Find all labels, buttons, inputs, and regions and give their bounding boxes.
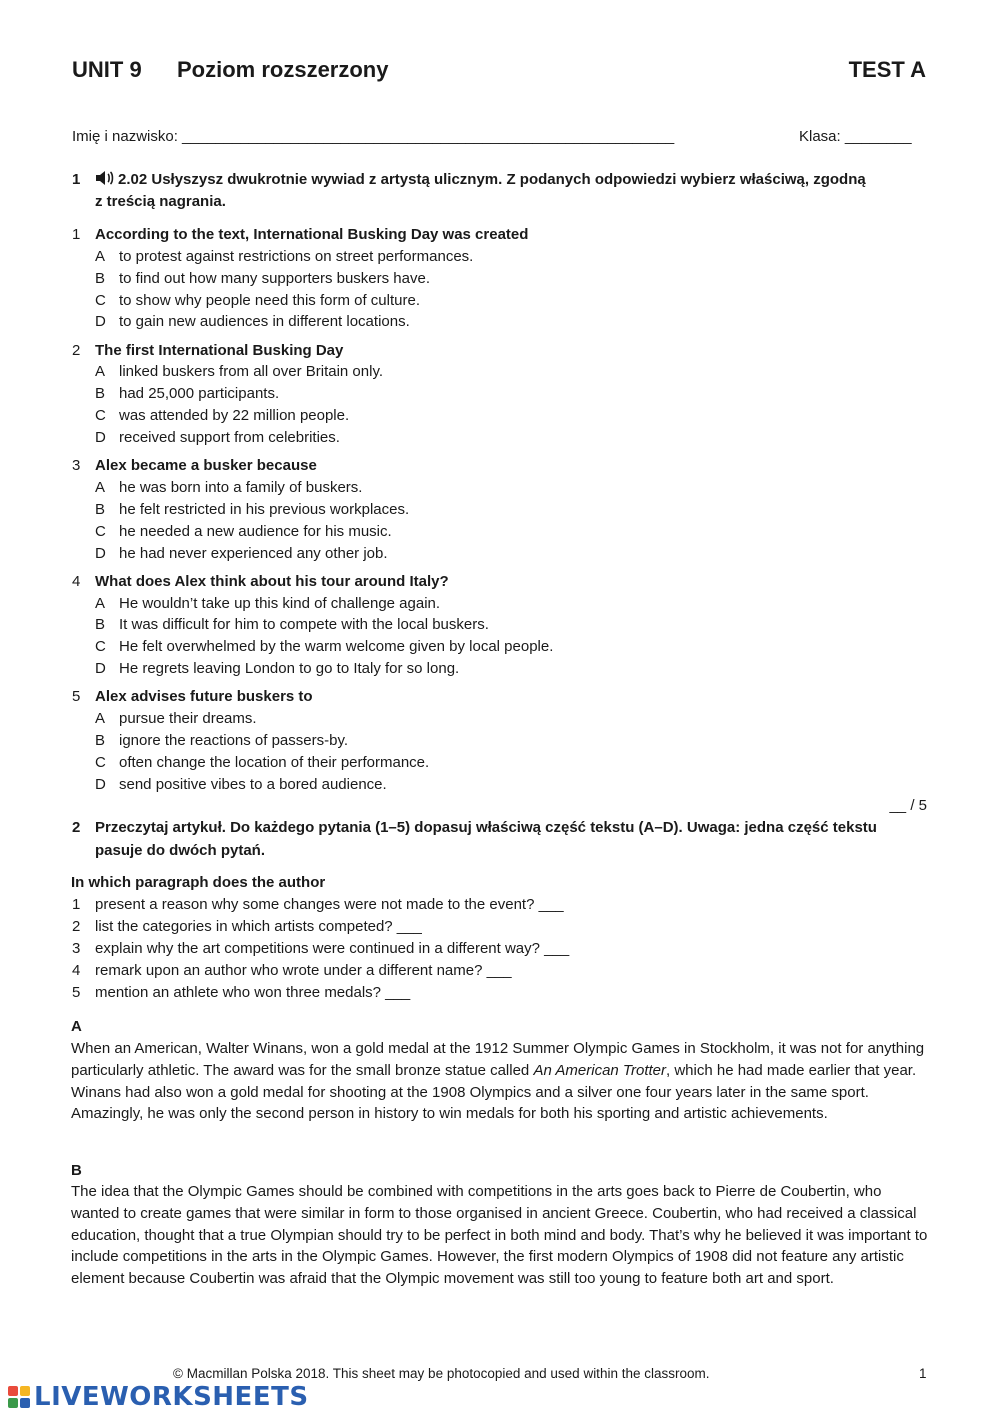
task2-prompt: In which paragraph does the author (71, 874, 326, 891)
class-row (799, 126, 912, 148)
test-label: TEST A (848, 57, 926, 82)
liveworksheets-logo-icon (8, 1386, 30, 1408)
option-letter[interactable]: D (95, 429, 106, 446)
liveworksheets-brand[interactable]: LIVEWORKSHEETS (34, 1382, 309, 1412)
option-text[interactable]: he was born into a family of buskers. (119, 479, 363, 496)
paragraph-b-label: B (71, 1162, 82, 1179)
option-letter[interactable]: B (95, 270, 106, 287)
task2-instruction-line2: pasuje do dwóch pytań. (95, 842, 266, 859)
task2-question-number: 3 (72, 940, 81, 957)
option-letter[interactable]: B (95, 385, 106, 402)
option-text[interactable]: He wouldn’t take up this kind of challenge again. (119, 595, 441, 612)
option-text[interactable]: ignore the reactions of passers-by. (119, 732, 349, 749)
task1-instruction-line1: 2.02 Usłyszysz dwukrotnie wywiad z artystą ulicznym. Z podanych odpowiedzi wybierz właściwą, zgodną (118, 171, 866, 188)
task2-question-text[interactable]: explain why the art competitions were continued in a different way? ___ (95, 940, 570, 957)
task1-number: 1 (72, 171, 81, 188)
option-letter[interactable]: A (95, 479, 106, 496)
name-row (72, 126, 674, 148)
option-letter[interactable]: D (95, 776, 106, 793)
option-text[interactable]: He felt overwhelmed by the warm welcome given by local people. (119, 638, 554, 655)
option-letter[interactable]: C (95, 638, 106, 655)
option-text[interactable]: It was difficult for him to compete with the local buskers. (119, 616, 489, 633)
option-letter[interactable]: B (95, 616, 106, 633)
class-field[interactable]: ________ (844, 128, 912, 145)
paragraph-a-text (71, 1038, 931, 1125)
option-text[interactable]: He regrets leaving London to go to Italy for so long. (119, 660, 460, 677)
option-letter[interactable]: A (95, 363, 106, 380)
task2-question-number: 2 (72, 918, 81, 935)
task2-question-text[interactable]: present a reason why some changes were not made to the event? ___ (95, 896, 564, 913)
option-letter[interactable]: A (95, 595, 106, 612)
option-letter[interactable]: D (95, 660, 106, 677)
question-number: 1 (72, 226, 81, 243)
option-letter[interactable]: B (95, 501, 106, 518)
task2-question-number: 5 (72, 984, 81, 1001)
option-text[interactable]: often change the location of their performance. (119, 754, 430, 771)
question-number: 2 (72, 342, 81, 359)
option-text[interactable]: to find out how many supporters buskers have. (119, 270, 431, 287)
option-text[interactable]: he needed a new audience for his music. (119, 523, 392, 540)
question-number: 4 (72, 573, 81, 590)
task1-instruction (95, 169, 935, 193)
task1-score: __ / 5 (889, 797, 927, 814)
footer-copyright: © Macmillan Polska 2018. This sheet may be photocopied and used within the classroom. (173, 1366, 710, 1381)
option-text[interactable]: to protest against restrictions on street performances. (119, 248, 474, 265)
option-letter[interactable]: A (95, 710, 106, 727)
option-letter[interactable]: C (95, 754, 106, 771)
question-number: 3 (72, 457, 81, 474)
task2-number: 2 (72, 819, 81, 836)
option-text[interactable]: to show why people need this form of culture. (119, 292, 420, 309)
paragraph-a-text-before: When an American, Walter Winans, won a gold medal at the 1912 Summer Olympic Games in Stockholm, it was not for anything particularly athletic. The award was for the small bronze statue called (71, 1040, 925, 1079)
option-letter[interactable]: A (95, 248, 106, 265)
unit-label: UNIT 9 (72, 57, 142, 82)
speaker-icon[interactable] (95, 170, 115, 193)
name-label: Imię i nazwisko: (72, 128, 178, 145)
option-text[interactable]: send positive vibes to a bored audience. (119, 776, 387, 793)
paragraph-a-label: A (71, 1018, 82, 1035)
task2-question-number: 1 (72, 896, 81, 913)
task2-question-text[interactable]: list the categories in which artists competed? ___ (95, 918, 422, 935)
option-text[interactable]: to gain new audiences in different locations. (119, 313, 410, 330)
task2-question-number: 4 (72, 962, 81, 979)
question-text: The first International Busking Day (95, 342, 344, 359)
task2-question-text[interactable]: mention an athlete who won three medals? ___ (95, 984, 411, 1001)
option-text[interactable]: he felt restricted in his previous workplaces. (119, 501, 410, 518)
question-text: According to the text, International Busking Day was created (95, 226, 529, 243)
page-number: 1 (919, 1366, 927, 1381)
option-letter[interactable]: C (95, 292, 106, 309)
name-field[interactable]: ___________________________________________________________ (182, 128, 675, 145)
option-text[interactable]: received support from celebrities. (119, 429, 340, 446)
question-text: What does Alex think about his tour around Italy? (95, 573, 449, 590)
option-letter[interactable]: C (95, 523, 106, 540)
option-text[interactable]: pursue their dreams. (119, 710, 257, 727)
task2-instruction-line1: Przeczytaj artykuł. Do każdego pytania (1–5) dopasuj właściwą część tekstu (A–D). Uwaga: jedna część tekstu (95, 819, 877, 836)
option-letter[interactable]: B (95, 732, 106, 749)
question-number: 5 (72, 688, 81, 705)
class-label: Klasa: (799, 128, 841, 145)
paragraph-a-title: An American Trotter (533, 1061, 666, 1079)
option-letter[interactable]: D (95, 313, 106, 330)
question-text: Alex advises future buskers to (95, 688, 313, 705)
task1-instruction-line2: z treścią nagrania. (95, 193, 226, 210)
paragraph-b-text: The idea that the Olympic Games should be combined with competitions in the arts goes back to Pierre de Coubertin, who wanted to create games that were similar in form to those organised in ancient Greece. Coubertin, who had received a classical education, thought that a true Olympian should try to be perfect in both mind and body. That’s why he believed it was important to include competitions in the arts in the Olympic Games. However, the first modern Olympics of 1908 did not feature any artistic element because Coubertin was afraid that the Olympic movement was still too young to feature both art and sport. (71, 1183, 928, 1288)
option-letter[interactable]: D (95, 545, 106, 562)
paragraph-a-text-after: , which he had made earlier that year. Winans had also won a gold medal for shooting at the 1908 Olympics and a silver one four years later in the same sport. Amazingly, he was only the second person in history to win medals for both his sporting and artistic achievements. (71, 1061, 917, 1123)
option-letter[interactable]: C (95, 407, 106, 424)
level-title: Poziom rozszerzony (177, 57, 389, 82)
option-text[interactable]: linked buskers from all over Britain only. (119, 363, 383, 380)
option-text[interactable]: was attended by 22 million people. (119, 407, 350, 424)
task2-question-text[interactable]: remark upon an author who wrote under a different name? ___ (95, 962, 512, 979)
option-text[interactable]: had 25,000 participants. (119, 385, 280, 402)
question-text: Alex became a busker because (95, 457, 317, 474)
option-text[interactable]: he had never experienced any other job. (119, 545, 388, 562)
